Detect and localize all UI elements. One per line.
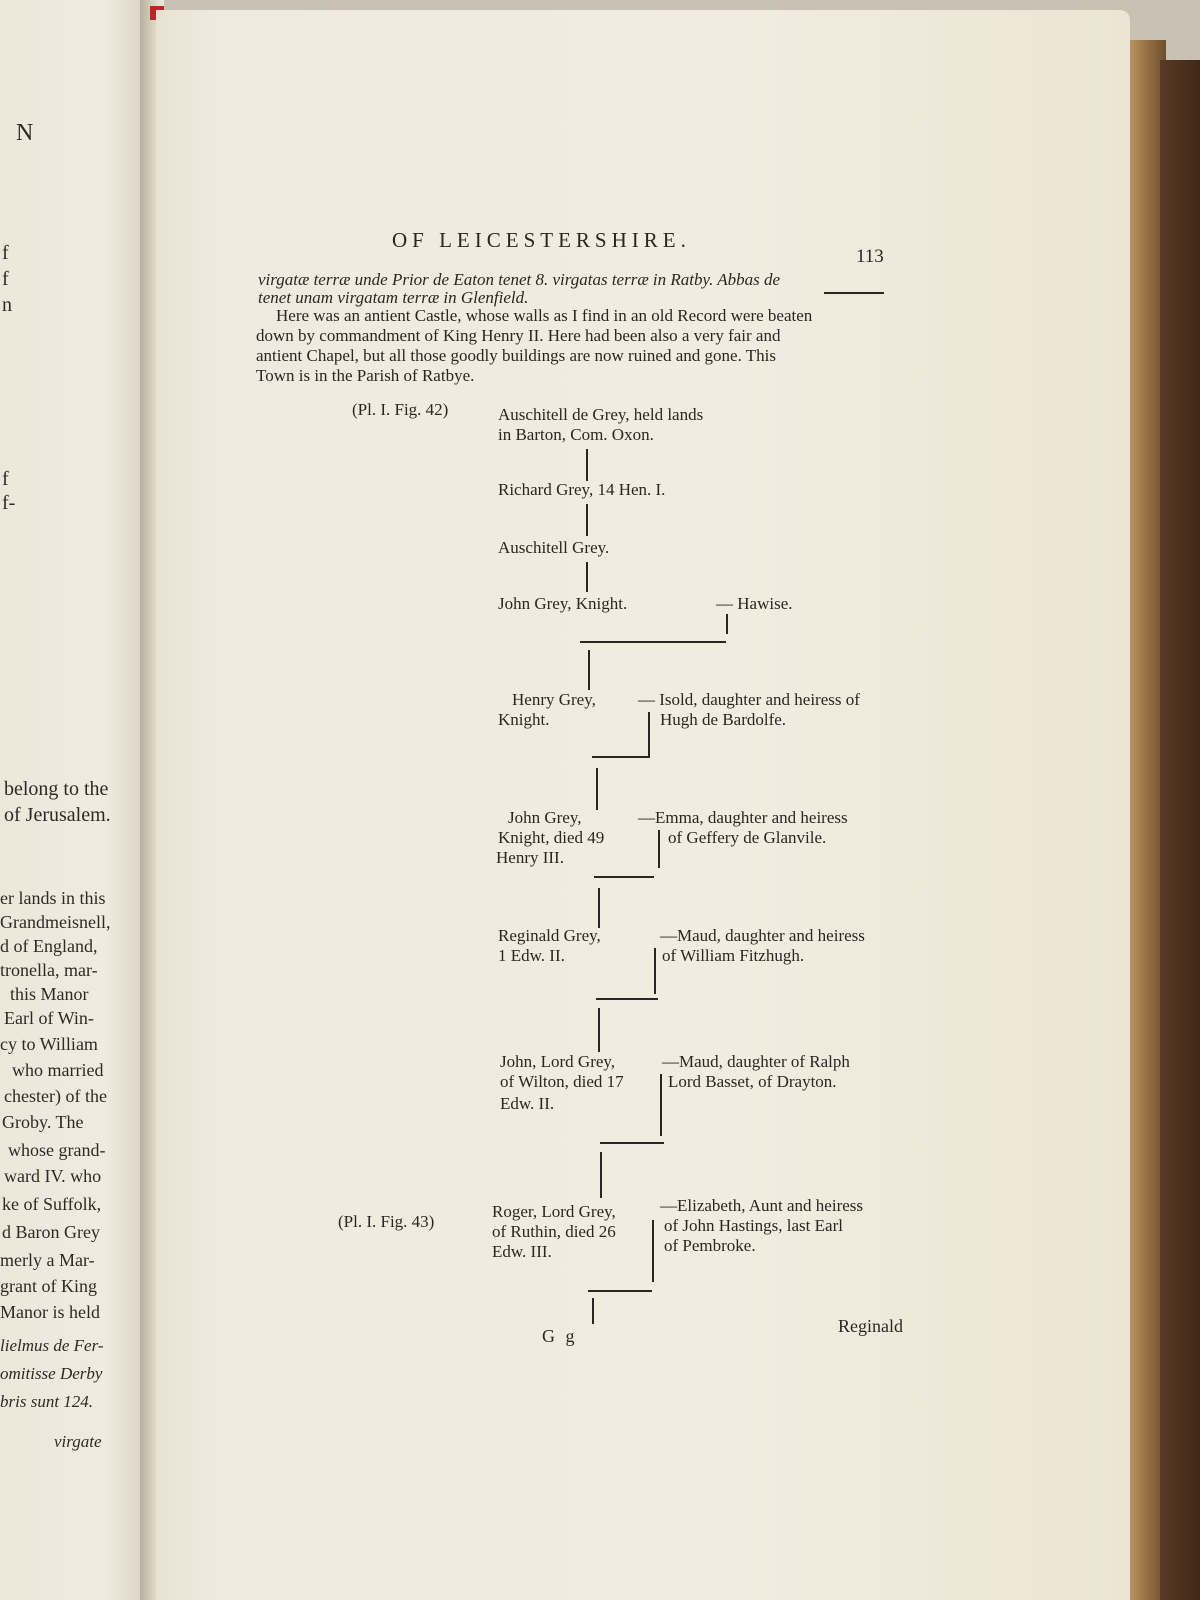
book-cover: [1160, 60, 1200, 1600]
issue-bar: [580, 641, 726, 643]
pedigree-entry: Knight, died 49: [498, 828, 605, 847]
left-letter: f-: [2, 492, 16, 514]
paragraph-line: down by commandment of King Henry II. Here had been also a very fair and: [256, 326, 781, 345]
issue-bar: [594, 876, 654, 878]
marriage-line: [660, 1074, 662, 1136]
descent-line: [588, 650, 590, 690]
left-letter: f: [2, 268, 9, 290]
pedigree-entry: Knight.: [498, 710, 550, 729]
pedigree-entry: in Barton, Com. Oxon.: [498, 425, 654, 444]
left-line: Manor is held: [0, 1302, 100, 1322]
left-line: of Jerusalem.: [4, 804, 111, 826]
pedigree-spouse: Hugh de Bardolfe.: [660, 710, 787, 729]
left-line: d Baron Grey: [2, 1222, 100, 1242]
left-line: Grandmeisnell,: [0, 912, 111, 932]
left-line: tronella, mar-: [0, 960, 98, 980]
left-line: lielmus de Fer-: [0, 1336, 104, 1355]
issue-bar: [596, 998, 658, 1000]
pedigree-spouse: —Emma, daughter and heiress: [638, 808, 848, 827]
pedigree-entry: Edw. II.: [500, 1094, 555, 1113]
pedigree-spouse: of William Fitzhugh.: [662, 946, 805, 965]
issue-bar: [592, 756, 650, 758]
left-letter: f: [2, 468, 9, 490]
pedigree-entry: of Ruthin, died 26: [492, 1222, 616, 1241]
left-letter: N: [16, 120, 34, 146]
descent-line: [598, 1008, 600, 1052]
pedigree-spouse: —Maud, daughter and heiress: [660, 926, 865, 945]
pedigree-entry: John Grey, Knight.: [498, 594, 628, 613]
page-number: 113: [856, 246, 884, 267]
left-line: er lands in this: [0, 888, 106, 908]
left-letter: f: [2, 242, 9, 264]
latin-line: virgatæ terræ unde Prior de Eaton tenet 8. virgatas terræ in Ratby. Abbas de: [258, 270, 781, 289]
descent-line: [600, 1152, 602, 1198]
descent-line: [596, 768, 598, 810]
issue-bar: [600, 1142, 664, 1144]
descent-line: [586, 449, 588, 481]
plate-reference: (Pl. I. Fig. 43): [338, 1212, 435, 1231]
paragraph-line: Town is in the Parish of Ratbye.: [256, 366, 475, 385]
pedigree-entry: Henry Grey,: [512, 690, 596, 709]
pedigree-entry: Richard Grey, 14 Hen. I.: [498, 480, 666, 499]
left-line: ke of Suffolk,: [2, 1194, 102, 1214]
marriage-line: [648, 712, 650, 756]
left-line: belong to the: [4, 778, 109, 800]
pedigree-entry: John, Lord Grey,: [500, 1052, 616, 1071]
pedigree-entry: Auschitell de Grey, held lands: [498, 405, 704, 424]
running-head: OF LEICESTERSHIRE.: [392, 228, 691, 252]
left-page: [0, 0, 150, 1600]
pedigree-entry: Henry III.: [496, 848, 564, 867]
marriage-line: [654, 948, 656, 994]
left-line: merly a Mar-: [0, 1250, 95, 1270]
rule: [824, 292, 884, 294]
pedigree-spouse: Lord Basset, of Drayton.: [668, 1072, 837, 1091]
pedigree-entry: John Grey,: [508, 808, 582, 827]
pedigree-spouse: — Isold, daughter and heiress of: [638, 690, 860, 709]
issue-bar: [588, 1290, 652, 1292]
pedigree-spouse: of John Hastings, last Earl: [664, 1216, 843, 1235]
pedigree-spouse: —Maud, daughter of Ralph: [662, 1052, 850, 1071]
left-letter: n: [2, 294, 12, 316]
pedigree-entry: Reginald Grey,: [498, 926, 601, 945]
descent-line: [598, 888, 600, 928]
catchword: Reginald: [838, 1316, 903, 1336]
left-line: this Manor: [10, 984, 89, 1004]
left-line: virgate: [54, 1432, 102, 1451]
left-line: whose grand-: [8, 1140, 106, 1160]
descent-line: [586, 562, 588, 592]
descent-line: [586, 504, 588, 536]
left-line: Earl of Win-: [4, 1008, 94, 1028]
pedigree-entry: Roger, Lord Grey,: [492, 1202, 616, 1221]
left-line: Groby. The: [2, 1112, 84, 1132]
pedigree-entry: 1 Edw. II.: [498, 946, 565, 965]
pedigree-spouse: of Pembroke.: [664, 1236, 756, 1255]
latin-line: tenet unam virgatam terræ in Glenfield.: [258, 288, 529, 307]
left-line: cy to William: [0, 1034, 98, 1054]
left-line: chester) of the: [4, 1086, 107, 1106]
pedigree-spouse: —Elizabeth, Aunt and heiress: [660, 1196, 864, 1215]
marriage-line: [658, 830, 660, 868]
left-line: grant of King: [0, 1276, 97, 1296]
left-line: who married: [12, 1060, 104, 1080]
left-line: ward IV. who: [4, 1166, 102, 1186]
marriage-line: [726, 614, 728, 634]
marriage-line: [652, 1220, 654, 1282]
pedigree-entry: Auschitell Grey.: [498, 538, 610, 557]
signature-mark: G g: [542, 1326, 578, 1346]
left-line: bris sunt 124.: [0, 1392, 94, 1411]
pedigree-entry: of Wilton, died 17: [500, 1072, 624, 1091]
left-line: omitisse Derby: [0, 1364, 103, 1383]
left-line: d of England,: [0, 936, 98, 956]
paragraph-line: Here was an antient Castle, whose walls as I find in an old Record were beaten: [276, 306, 813, 325]
plate-reference: (Pl. I. Fig. 42): [352, 400, 449, 419]
pedigree-entry: Edw. III.: [492, 1242, 552, 1261]
paragraph-line: antient Chapel, but all those goodly buildings are now ruined and gone. This: [256, 346, 776, 365]
pedigree-spouse: — Hawise.: [716, 594, 793, 613]
pedigree-spouse: of Geffery de Glanvile.: [668, 828, 827, 847]
descent-line: [592, 1298, 594, 1324]
